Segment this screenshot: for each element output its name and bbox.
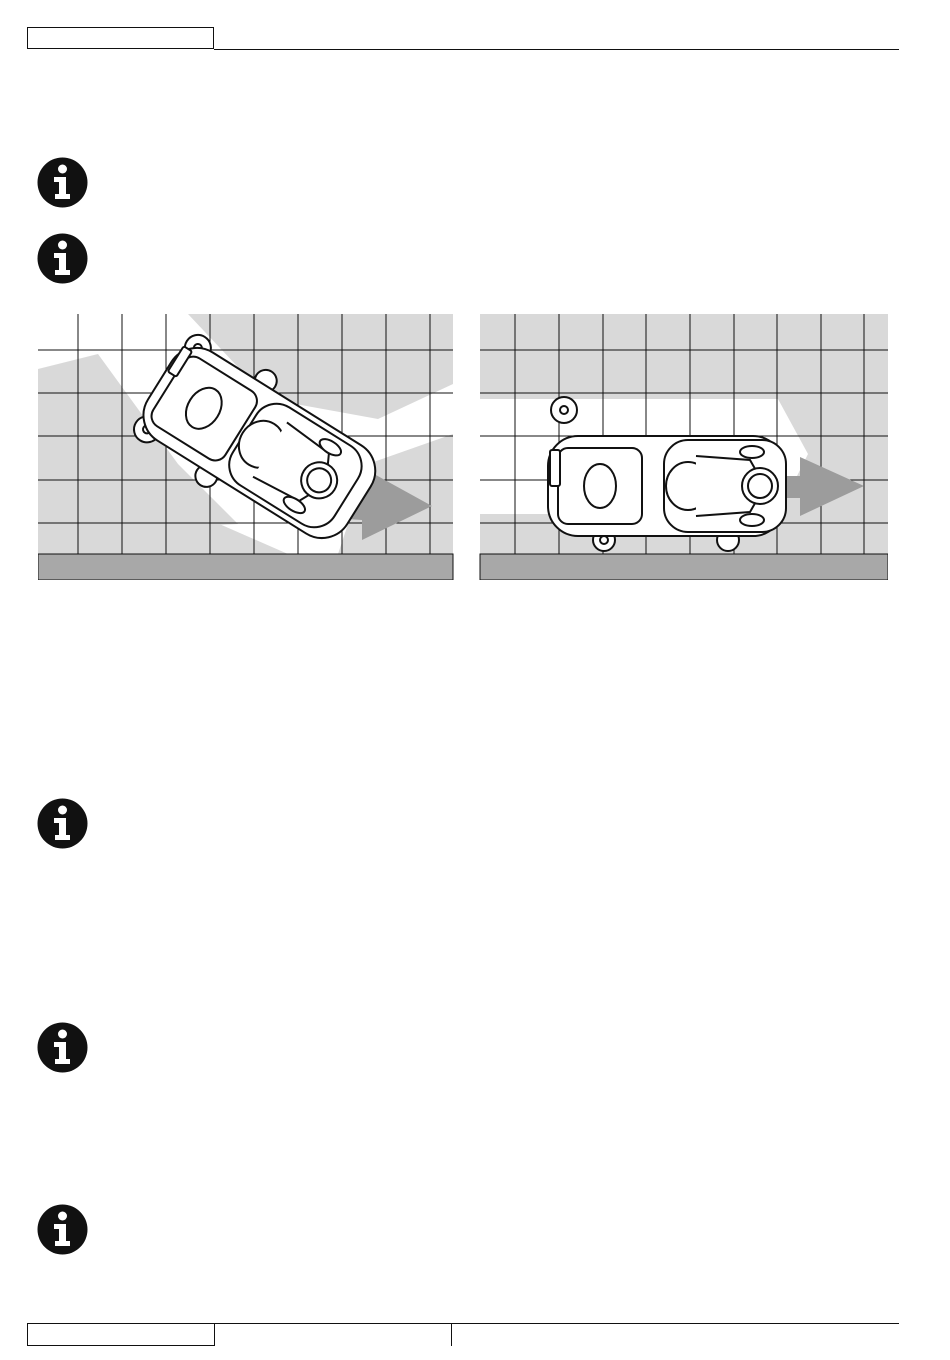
curb-right [480,554,888,580]
scrubber-alignment-illustration [38,314,888,580]
info-icon [37,798,88,849]
header-box [27,27,214,49]
curb-left [38,554,453,580]
floor-panel-straight [480,314,888,554]
header-rule [214,49,899,50]
footer-box [27,1323,215,1346]
info-icon [37,1022,88,1073]
footer-separator [451,1323,452,1346]
info-icon [37,1204,88,1255]
info-icon [37,233,88,284]
info-icon [37,157,88,208]
floor-panel-diagonal [38,314,453,562]
